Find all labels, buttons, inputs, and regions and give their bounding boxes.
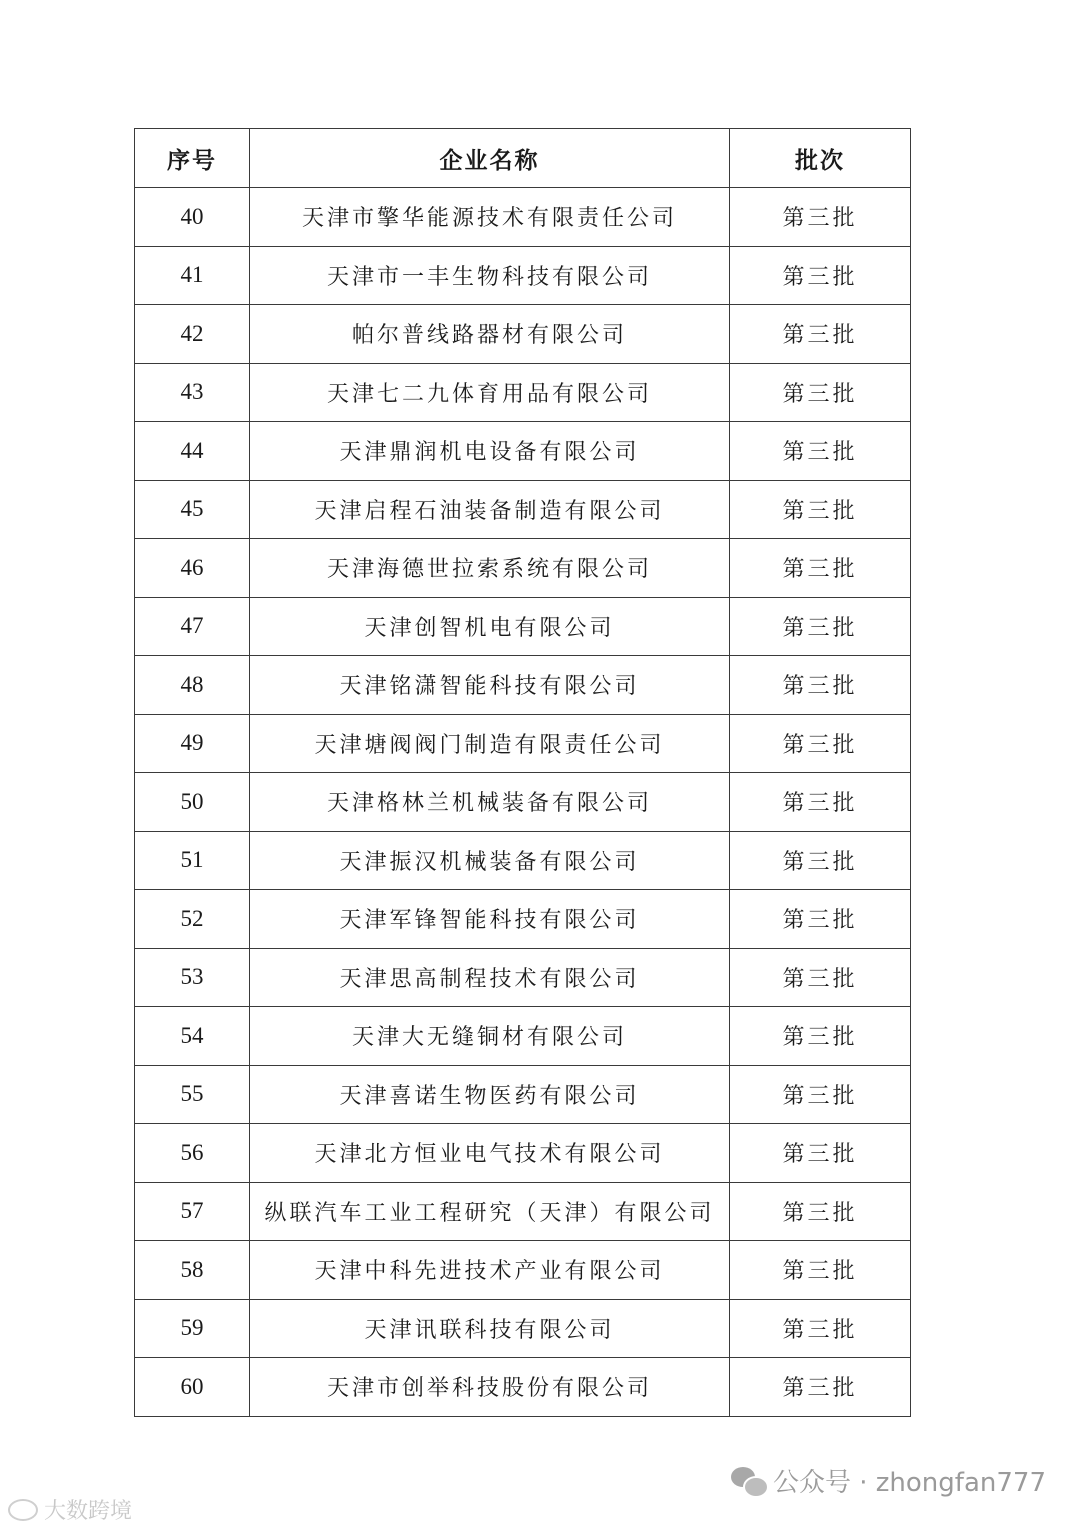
batch-cell: 第三批 xyxy=(730,1241,911,1300)
table-row xyxy=(135,656,911,715)
company-name-cell: 天津启程石油装备制造有限公司 xyxy=(250,480,730,539)
weibo-watermark xyxy=(8,1494,132,1525)
batch-cell: 第三批 xyxy=(730,422,911,481)
batch-cell: 第三批 xyxy=(730,714,911,773)
company-name-cell: 天津七二九体育用品有限公司 xyxy=(250,363,730,422)
company-name-cell: 纵联汽车工业工程研究（天津）有限公司 xyxy=(250,1182,730,1241)
table-row xyxy=(135,714,911,773)
batch-cell: 第三批 xyxy=(730,1007,911,1066)
table-body xyxy=(135,188,911,1417)
table-row xyxy=(135,305,911,364)
weibo-watermark-text: 大数跨境 xyxy=(44,1499,133,1524)
table-row xyxy=(135,1065,911,1124)
company-name-cell: 天津中科先进技术产业有限公司 xyxy=(250,1241,730,1300)
serial-no-cell: 59 xyxy=(135,1299,250,1358)
company-name-cell: 天津鼎润机电设备有限公司 xyxy=(250,422,730,481)
batch-cell: 第三批 xyxy=(730,305,911,364)
table-row xyxy=(135,831,911,890)
batch-cell: 第三批 xyxy=(730,948,911,1007)
batch-cell: 第三批 xyxy=(730,1124,911,1183)
wechat-watermark-text: 公众号 · zhongfan777 xyxy=(772,1468,1046,1498)
company-name-cell: 天津市创举科技股份有限公司 xyxy=(250,1358,730,1417)
company-name-cell: 天津军锋智能科技有限公司 xyxy=(250,890,730,949)
company-name-cell: 天津塘阀阀门制造有限责任公司 xyxy=(250,714,730,773)
table-row xyxy=(135,1358,911,1417)
serial-no-cell: 56 xyxy=(135,1124,250,1183)
table-row xyxy=(135,948,911,1007)
table-row xyxy=(135,363,911,422)
batch-cell: 第三批 xyxy=(730,480,911,539)
batch-cell: 第三批 xyxy=(730,1182,911,1241)
weibo-icon xyxy=(8,1499,38,1521)
table-row xyxy=(135,539,911,598)
serial-no-cell: 48 xyxy=(135,656,250,715)
table-row xyxy=(135,1182,911,1241)
batch-cell: 第三批 xyxy=(730,1358,911,1417)
batch-cell: 第三批 xyxy=(730,188,911,247)
table-row xyxy=(135,480,911,539)
company-name-cell: 天津创智机电有限公司 xyxy=(250,597,730,656)
batch-cell: 第三批 xyxy=(730,363,911,422)
batch-cell: 第三批 xyxy=(730,1299,911,1358)
table-row xyxy=(135,422,911,481)
company-list-table xyxy=(134,128,911,1417)
batch-cell: 第三批 xyxy=(730,1065,911,1124)
table-row xyxy=(135,597,911,656)
serial-no-cell: 57 xyxy=(135,1182,250,1241)
company-name-cell: 帕尔普线路器材有限公司 xyxy=(250,305,730,364)
serial-no-cell: 49 xyxy=(135,714,250,773)
company-name-cell: 天津市一丰生物科技有限公司 xyxy=(250,246,730,305)
batch-cell: 第三批 xyxy=(730,656,911,715)
table-row xyxy=(135,890,911,949)
table-row xyxy=(135,1007,911,1066)
serial-no-cell: 40 xyxy=(135,188,250,247)
table-row xyxy=(135,1299,911,1358)
batch-cell: 第三批 xyxy=(730,773,911,832)
serial-no-cell: 50 xyxy=(135,773,250,832)
company-name-cell: 天津海德世拉索系统有限公司 xyxy=(250,539,730,598)
serial-no-cell: 45 xyxy=(135,480,250,539)
company-name-cell: 天津讯联科技有限公司 xyxy=(250,1299,730,1358)
serial-no-cell: 60 xyxy=(135,1358,250,1417)
company-name-cell: 天津铭潇智能科技有限公司 xyxy=(250,656,730,715)
table-header-row xyxy=(135,129,911,188)
company-name-cell: 天津格林兰机械装备有限公司 xyxy=(250,773,730,832)
serial-no-cell: 41 xyxy=(135,246,250,305)
header-company-name: 企业名称 xyxy=(250,129,730,188)
serial-no-cell: 42 xyxy=(135,305,250,364)
table-row xyxy=(135,188,911,247)
serial-no-cell: 51 xyxy=(135,831,250,890)
table-row xyxy=(135,1241,911,1300)
serial-no-cell: 58 xyxy=(135,1241,250,1300)
company-name-cell: 天津大无缝铜材有限公司 xyxy=(250,1007,730,1066)
wechat-watermark xyxy=(731,1462,1046,1499)
serial-no-cell: 55 xyxy=(135,1065,250,1124)
serial-no-cell: 44 xyxy=(135,422,250,481)
company-name-cell: 天津北方恒业电气技术有限公司 xyxy=(250,1124,730,1183)
table-row xyxy=(135,1124,911,1183)
company-name-cell: 天津思高制程技术有限公司 xyxy=(250,948,730,1007)
batch-cell: 第三批 xyxy=(730,831,911,890)
serial-no-cell: 43 xyxy=(135,363,250,422)
batch-cell: 第三批 xyxy=(730,539,911,598)
table-row xyxy=(135,773,911,832)
company-name-cell: 天津振汉机械装备有限公司 xyxy=(250,831,730,890)
serial-no-cell: 54 xyxy=(135,1007,250,1066)
serial-no-cell: 47 xyxy=(135,597,250,656)
batch-cell: 第三批 xyxy=(730,246,911,305)
header-batch: 批次 xyxy=(730,129,911,188)
wechat-icon xyxy=(731,1467,765,1495)
batch-cell: 第三批 xyxy=(730,597,911,656)
header-serial-no: 序号 xyxy=(135,129,250,188)
serial-no-cell: 52 xyxy=(135,890,250,949)
serial-no-cell: 46 xyxy=(135,539,250,598)
serial-no-cell: 53 xyxy=(135,948,250,1007)
company-name-cell: 天津喜诺生物医药有限公司 xyxy=(250,1065,730,1124)
batch-cell: 第三批 xyxy=(730,890,911,949)
table-row xyxy=(135,246,911,305)
company-name-cell: 天津市擎华能源技术有限责任公司 xyxy=(250,188,730,247)
